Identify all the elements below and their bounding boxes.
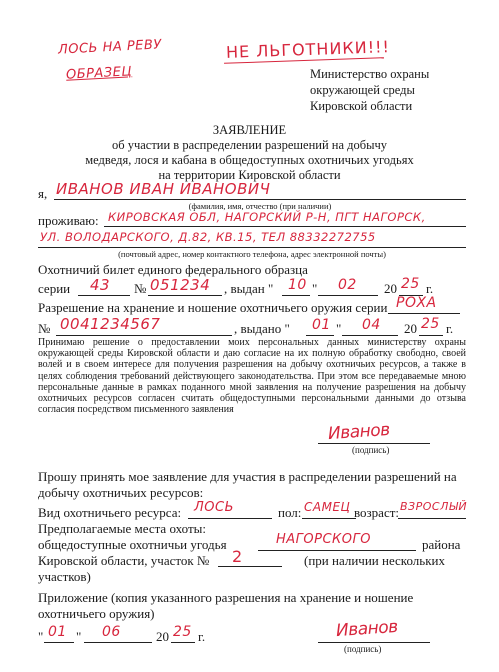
weapon-permit-month-line [342, 335, 398, 336]
date-quote-close: " [76, 629, 82, 644]
recipient-line-1: Министерство охраны [310, 67, 430, 81]
hunting-ticket-year: 25 [401, 276, 420, 292]
request-line-1: Прошу принять мое заявление для участия в распределении разрешений на [38, 469, 457, 484]
signature-2: Иванов [335, 616, 399, 642]
weapon-permit-day: 01 [312, 317, 331, 333]
plot-note-continued: участков) [38, 569, 91, 584]
hunting-ticket-day: 10 [288, 277, 307, 293]
handwritten-species-note: ЛОСЬ НА РЕВУ [57, 37, 163, 58]
handwritten-sample-note: ОБРАЗЕЦ [65, 64, 133, 83]
applicant-prefix: я, [38, 186, 48, 201]
weapon-permit-quote-close: " [336, 321, 342, 336]
address-line-2: УЛ. ВОЛОДАРСКОГО, Д.82, КВ.15, ТЕЛ 88332272755 [40, 230, 376, 244]
hunting-ticket-series-label: серии [38, 281, 71, 296]
attachment-line-1: Приложение (копия указанного разрешения на хранение и ношение [38, 590, 414, 605]
hunting-ticket-year-suffix: г. [426, 281, 434, 296]
date-year-prefix: 20 [156, 629, 169, 644]
date-day-line [44, 642, 74, 643]
date-day: 01 [48, 624, 67, 640]
sex-value: САМЕЦ [304, 500, 351, 514]
plot-note: (при наличии нескольких [304, 553, 445, 568]
hunting-ticket-series: 43 [90, 276, 111, 294]
document-heading: ЗАЯВЛЕНИЕ [212, 123, 287, 137]
hunting-ticket-month: 02 [338, 277, 357, 293]
signature-2-caption: (подпись) [344, 644, 382, 654]
address-caption: (почтовый адрес, номер контактного телефона, адрес электронной почты) [118, 249, 386, 259]
hunting-ticket-day-line [282, 295, 310, 296]
district-line [258, 550, 416, 551]
request-line-2: добычу охотничьих ресурсов: [38, 485, 204, 500]
plot-number: 2 [232, 547, 243, 566]
district-value: НАГОРСКОГО [276, 532, 371, 547]
weapon-permit-year-suffix: г. [446, 321, 454, 336]
species-value: ЛОСЬ [194, 500, 235, 515]
applicant-name-caption: (фамилия, имя, отчество (при наличии) [188, 201, 332, 211]
hunting-lands-label: общедоступные охотничьи угодья [38, 537, 227, 552]
document-title-line-1: об участии в распределении разрешений на добычу [111, 138, 388, 152]
date-quote-open: " [38, 629, 44, 644]
handwritten-not-beneficiary-note: НЕ ЛЬГОТНИКИ!!! [225, 37, 391, 62]
hunting-ticket-label: Охотничий билет единого федерального образца [38, 262, 308, 277]
weapon-permit-issued-label: , выдано " [234, 321, 290, 336]
hunting-ticket-month-line [318, 295, 378, 296]
recipient-line-3: Кировской области [310, 99, 413, 113]
weapon-permit-month: 04 [362, 317, 381, 333]
signature-1: Иванов [327, 419, 391, 445]
address-line-1-rule [104, 226, 466, 227]
age-value: ВЗРОСЛЫЙ [400, 500, 468, 513]
sex-label: пол: [278, 505, 302, 520]
document-title-line-3: на территории Кировской области [158, 168, 341, 182]
date-month: 06 [102, 624, 121, 640]
age-label: возраст: [354, 505, 400, 520]
date-year-line [171, 642, 195, 643]
hunting-ticket-year-prefix: 20 [384, 281, 397, 296]
hunting-places-label: Предполагаемые места охоты: [38, 521, 206, 536]
district-suffix: района [422, 537, 461, 552]
signature-1-caption: (подпись) [352, 445, 390, 455]
weapon-permit-year-prefix: 20 [404, 321, 417, 336]
weapon-permit-day-line [306, 335, 334, 336]
personal-data-consent: Принимаю решение о предоставлении моих персональных данных министерству охраны окружающей среды Кировской области и даю согласие на их полную обработку свободно, своей волей и в своем интересе для получения разрешения на добычу охотничьих ресурсов, а также в целях соблюдения требований действующего законодательства. При этом все передаваемые мною персональные данные в рамках поданного мной заявления на получение разрешения на добычу охотничьих ресурсов согласен считать общедоступными персональными данными до отзыва согласия посредством письменного заявления [38, 337, 466, 416]
weapon-permit-series: РОХА [396, 295, 437, 311]
applicant-name: ИВАНОВ ИВАН ИВАНОВИЧ [56, 180, 271, 198]
hunting-ticket-number-line [148, 295, 222, 296]
region-plot-label: Кировской области, участок № [38, 553, 210, 568]
hunting-ticket-number-label: № [134, 281, 147, 296]
weapon-permit-year-line [419, 335, 443, 336]
address-line-1: КИРОВСКАЯ ОБЛ, НАГОРСКИЙ Р-Н, ПГТ НАГОРСК, [108, 210, 426, 224]
applicant-name-line [54, 199, 466, 200]
hunting-ticket-number: 051234 [150, 276, 211, 294]
document-title-line-2: медведя, лося и кабана в общедоступных охотничьих угодьях [85, 153, 414, 167]
weapon-permit-number: 0041234567 [60, 315, 161, 333]
hunting-ticket-series-line [78, 295, 130, 296]
signature-1-line [318, 443, 430, 444]
hunting-ticket-quote-close: " [312, 281, 318, 296]
attachment-line-2: охотничьего оружия) [38, 606, 155, 621]
weapon-permit-year: 25 [421, 316, 440, 332]
recipient-line-2: окружающей среды [310, 83, 415, 97]
age-line [398, 518, 466, 519]
species-line [188, 518, 272, 519]
address-line-2-rule [38, 247, 466, 248]
sex-line [302, 518, 356, 519]
signature-2-line [318, 642, 430, 643]
weapon-permit-label: Разрешение на хранение и ношение охотничьего оружия серии [38, 300, 388, 315]
species-label: Вид охотничьего ресурса: [38, 505, 182, 520]
hunting-ticket-issued-label: , выдан " [224, 281, 274, 296]
weapon-permit-series-line [388, 313, 460, 314]
address-label: проживаю: [38, 213, 99, 228]
date-year: 25 [173, 624, 192, 640]
date-month-line [84, 642, 152, 643]
weapon-permit-number-line [56, 335, 232, 336]
weapon-permit-number-label: № [38, 321, 51, 336]
date-year-suffix: г. [198, 629, 206, 644]
plot-line [218, 566, 282, 567]
